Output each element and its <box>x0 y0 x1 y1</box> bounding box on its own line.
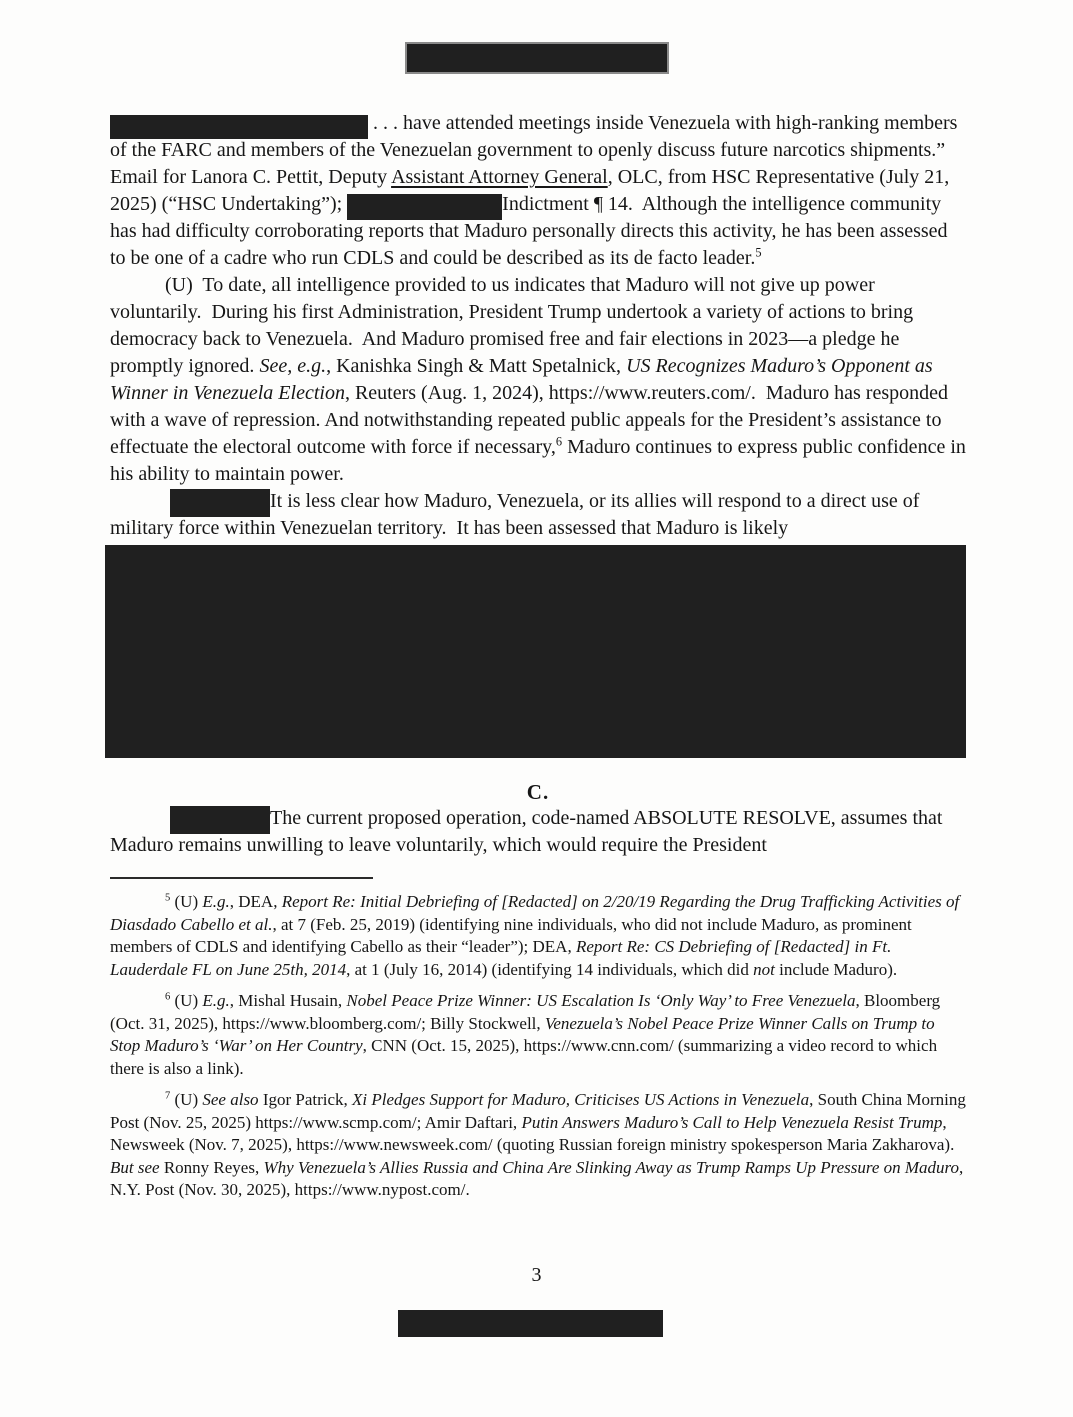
text-run: , OLC, from HSC Representative (July 21, 2025) (“HSC Undertaking”); <box>110 166 955 215</box>
text-run: It is less clear how Maduro, Venezuela, or its allies will respond to a direct use of military force within Venezuelan territory. It has been assessed that Maduro is likely <box>110 490 925 539</box>
text-run: , at 1 (July 16, 2014) (identifying 14 individuals, which did <box>346 959 754 979</box>
text-run: , Bloomberg (Oct. 31, 2025), https://www.bloomberg.com/; Billy Stockwell, <box>110 991 945 1033</box>
italic-run: Venezuela’s Nobel Peace Prize Winner Calls on Trump to Stop Maduro’s ‘War’ on Her Country <box>110 1013 939 1055</box>
inline-redaction <box>170 489 270 517</box>
text-run: Maduro continues to express public confidence in his ability to maintain power. <box>110 436 971 485</box>
footnote-ref: 5 <box>165 892 171 904</box>
footnote-ref: 5 <box>755 245 762 260</box>
text-run: (U) <box>170 892 203 911</box>
text-run: , N.Y. Post (Nov. 30, 2025), https://www.nypost.com/. <box>110 1157 968 1199</box>
text-run: The current proposed operation, code-named ABSOLUTE RESOLVE, assumes that Maduro remains unwilling to leave voluntarily, which would require the President <box>110 807 948 856</box>
text-run: , Newsweek (Nov. 7, 2025), https://www.newsweek.com/ (quoting Russian foreign ministry spokesperson Maria Zakharova). <box>110 1112 963 1154</box>
inline-redaction <box>110 115 368 139</box>
text-run: (U) To date, all intelligence provided to us indicates that Maduro will not give up power voluntarily. During his first Administration, President Trump undertook a variety of actions to bring democracy back to Venezuela. And Maduro promised free and fair elections in 2023—a pledge he promptly ignored. <box>110 274 919 377</box>
text-run: , Mishal Husain, <box>229 991 347 1010</box>
italic-run: E.g. <box>202 991 230 1010</box>
italic-run: E.g. <box>202 892 230 911</box>
italic-run: Putin Answers Maduro’s Call to Help Venezuela Resist Trump <box>521 1112 943 1132</box>
text-run: (U) <box>170 991 203 1010</box>
header-redaction-bar <box>407 44 667 72</box>
footnote-separator <box>110 877 373 879</box>
paragraph-military-response <box>110 488 966 542</box>
document-body <box>110 110 971 1211</box>
section-heading-c: C. <box>526 780 550 804</box>
text-run: (U) <box>170 1090 203 1109</box>
inline-redaction <box>347 194 502 220</box>
paragraph-hsc-undertaking <box>110 110 966 272</box>
footnotes-section <box>110 891 971 1202</box>
text-run: , at 7 (Feb. 25, 2019) (identifying nine individuals, who did not include Maduro, as prominent members of CDLS and identifying Cabello as their “leader”); DEA, <box>110 914 916 956</box>
paragraph-maduro-power <box>110 272 971 488</box>
text-run: Ronny Reyes, <box>159 1157 264 1177</box>
footnote-7 <box>110 1089 971 1202</box>
page-number: 3 <box>531 1264 542 1286</box>
text-run: Igor Patrick, <box>258 1090 353 1109</box>
italic-run: See, e.g. <box>259 355 327 377</box>
italic-run: Xi Pledges Support for Maduro, Criticises US Actions in Venezuela <box>352 1090 810 1109</box>
footer-redaction-bar <box>398 1310 663 1337</box>
italic-run: US Recognizes Maduro’s Opponent as Winner in Venezuela Election <box>110 355 938 404</box>
text-run: . . . have attended meetings inside Venezuela with high-ranking members of the FARC and members of the Venezuelan government to openly discuss future narcotics shipments.” Email for Lanora C. Pettit, Deputy <box>110 112 963 188</box>
text-run: , DEA, <box>229 892 282 911</box>
footnote-5 <box>110 891 966 981</box>
italic-run: not <box>753 959 775 979</box>
italic-run: Report Re: CS Debriefing of [Redacted] in Ft. Lauderdale FL on June 25th, 2014 <box>110 937 896 979</box>
italic-run: Nobel Peace Prize Winner: US Escalation Is ‘Only Way’ to Free Venezuela <box>346 991 856 1010</box>
text-run: Assistant Attorney General <box>391 166 608 188</box>
text-run: , CNN (Oct. 15, 2025), https://www.cnn.com/ (summarizing a video record to which there is also a link). <box>110 1036 942 1078</box>
text-run: Indictment ¶ 14. Although the intelligence community has had difficulty corroborating reports that Maduro personally directs this activity, he has been assessed to be one of a cadre who run CDLS and could be described as its de facto leader. <box>110 193 953 269</box>
text-run: , Reuters (Aug. 1, 2024), https://www.reuters.com/. Maduro has responded with a wave of repression. And notwithstanding repeated public appeals for the President’s assistance to effectuate the electoral outcome with force if necessary, <box>110 382 953 458</box>
text-run: , South China Morning Post (Nov. 25, 2025) https://www.scmp.com/; Amir Daftari, <box>110 1090 971 1132</box>
text-run: include Maduro). <box>774 959 898 979</box>
italic-run: But see <box>110 1157 160 1177</box>
text-run: , Kanishka Singh & Matt Spetalnick, <box>326 355 627 377</box>
footnote-ref: 6 <box>165 991 171 1003</box>
paragraph-absolute-resolve <box>110 805 966 859</box>
large-redaction-block <box>105 545 966 758</box>
italic-run: Report Re: Initial Debriefing of [Redacted] on 2/20/19 Regarding the Drug Trafficking Activities of Diasdado Cabello et al. <box>110 892 964 934</box>
inline-redaction <box>170 806 270 834</box>
italic-run: See also <box>202 1090 259 1109</box>
italic-run: Why Venezuela’s Allies Russia and China Are Slinking Away as Trump Ramps Up Pressure on Maduro <box>263 1157 960 1177</box>
footnote-6 <box>110 990 966 1080</box>
footnote-ref: 7 <box>165 1090 171 1102</box>
footnote-ref: 6 <box>555 434 563 449</box>
